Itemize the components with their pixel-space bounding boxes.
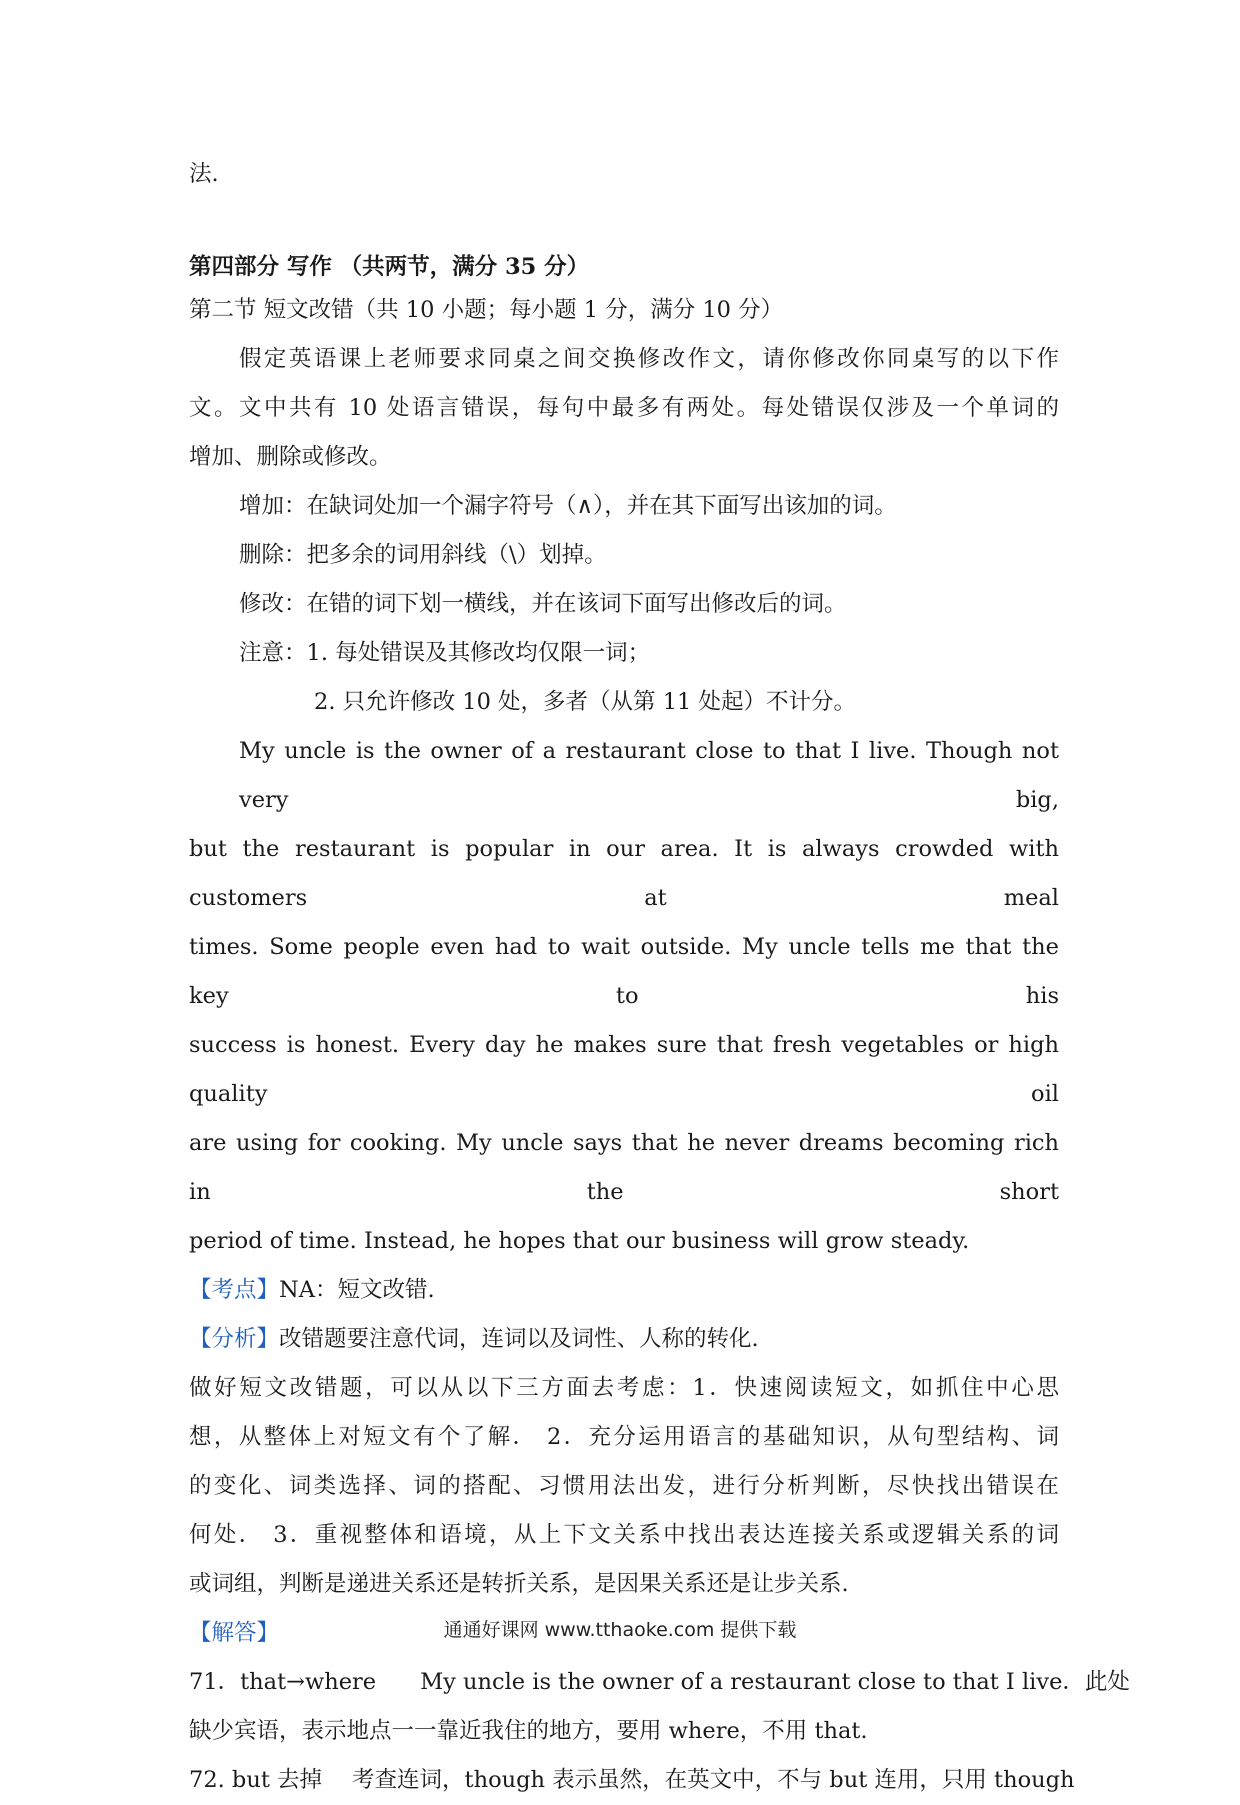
document-body (189, 150, 1130, 1805)
passage-line: times. Some people even had to wait outside. My uncle tells me that the key to his (189, 934, 1059, 1009)
section-title: 第二节 短文改错（共 10 小题；每小题 1 分，满分 10 分） (189, 297, 784, 323)
answer-72-head: 72. but 去掉 (189, 1767, 323, 1793)
answer-72-row (189, 1756, 1075, 1805)
passage-line: period of time. Instead, he hopes that our business will grow steady. (189, 1228, 970, 1254)
instruction-intro-line-3: 增加、删除或修改。 (189, 444, 392, 470)
kaodian-text: NA：短文改错. (279, 1277, 435, 1303)
analysis-line: 想，从整体上对短文有个了解． 2．充分运用语言的基础知识，从句型结构、词 (189, 1424, 1059, 1450)
answer-71-row (189, 1658, 1130, 1707)
answer-71-text: My uncle is the owner of a restaurant close to that I live．此处 (420, 1669, 1130, 1695)
kaodian-label: 【考点】 (189, 1277, 280, 1303)
passage-line: are using for cooking. My uncle says that he never dreams becoming rich in the short (189, 1130, 1059, 1205)
analysis-line: 何处． 3．重视整体和语境，从上下文关系中找出表达连接关系或逻辑关系的词 (189, 1522, 1059, 1548)
top-fragment: 法. (189, 161, 219, 187)
passage-line: My uncle is the owner of a restaurant close to that I live. Though not very big, (239, 738, 1059, 813)
analysis-line: 的变化、词类选择、词的搭配、习惯用法出发，进行分析判断，尽快找出错误在 (189, 1473, 1059, 1499)
instruction-note-2: 2. 只允许修改 10 处，多者（从第 11 处起）不计分。 (314, 689, 856, 715)
instruction-note-1: 注意：1. 每处错误及其修改均仅限一词； (239, 640, 651, 666)
part-title: 第四部分 写作 （共两节，满分 35 分） (189, 254, 590, 280)
kaodian-row (189, 1266, 1059, 1315)
fenxi-row (189, 1315, 1059, 1364)
instruction-intro-line-2: 文。文中共有 10 处语言错误，每句中最多有两处。每处错误仅涉及一个单词的 (189, 395, 1059, 421)
jieda-label: 【解答】 (189, 1620, 280, 1646)
answer-71-continued: 缺少宾语，表示地点一一靠近我住的地方，要用 where，不用 that. (189, 1718, 868, 1744)
answer-71-head: 71．that→where (189, 1669, 377, 1695)
footer-watermark: 通通好课网 www.tthaoke.com 提供下载 (443, 1619, 797, 1641)
fenxi-label: 【分析】 (189, 1326, 280, 1352)
analysis-line: 或词组，判断是递进关系还是转折关系，是因果关系还是让步关系. (189, 1571, 849, 1597)
answer-72-text: 考查连词，though 表示虽然，在英文中，不与 but 连用，只用 though (352, 1767, 1075, 1793)
instruction-add: 增加：在缺词处加一个漏字符号（∧），并在其下面写出该加的词。 (239, 493, 897, 519)
passage-line: but the restaurant is popular in our area. It is always crowded with customers at meal (189, 836, 1059, 911)
fenxi-text: 改错题要注意代词，连词以及词性、人称的转化. (279, 1326, 759, 1352)
instruction-delete: 删除：把多余的词用斜线（\）划掉。 (239, 542, 607, 568)
instruction-modify: 修改：在错的词下划一横线，并在该词下面写出修改后的词。 (239, 591, 847, 617)
analysis-line: 做好短文改错题，可以从以下三方面去考虑：1．快速阅读短文，如抓住中心思 (189, 1375, 1059, 1401)
instruction-intro-line-1: 假定英语课上老师要求同桌之间交换修改作文，请你修改你同桌写的以下作 (239, 346, 1059, 372)
passage-line: success is honest. Every day he makes sure that fresh vegetables or high quality oil (189, 1032, 1059, 1107)
